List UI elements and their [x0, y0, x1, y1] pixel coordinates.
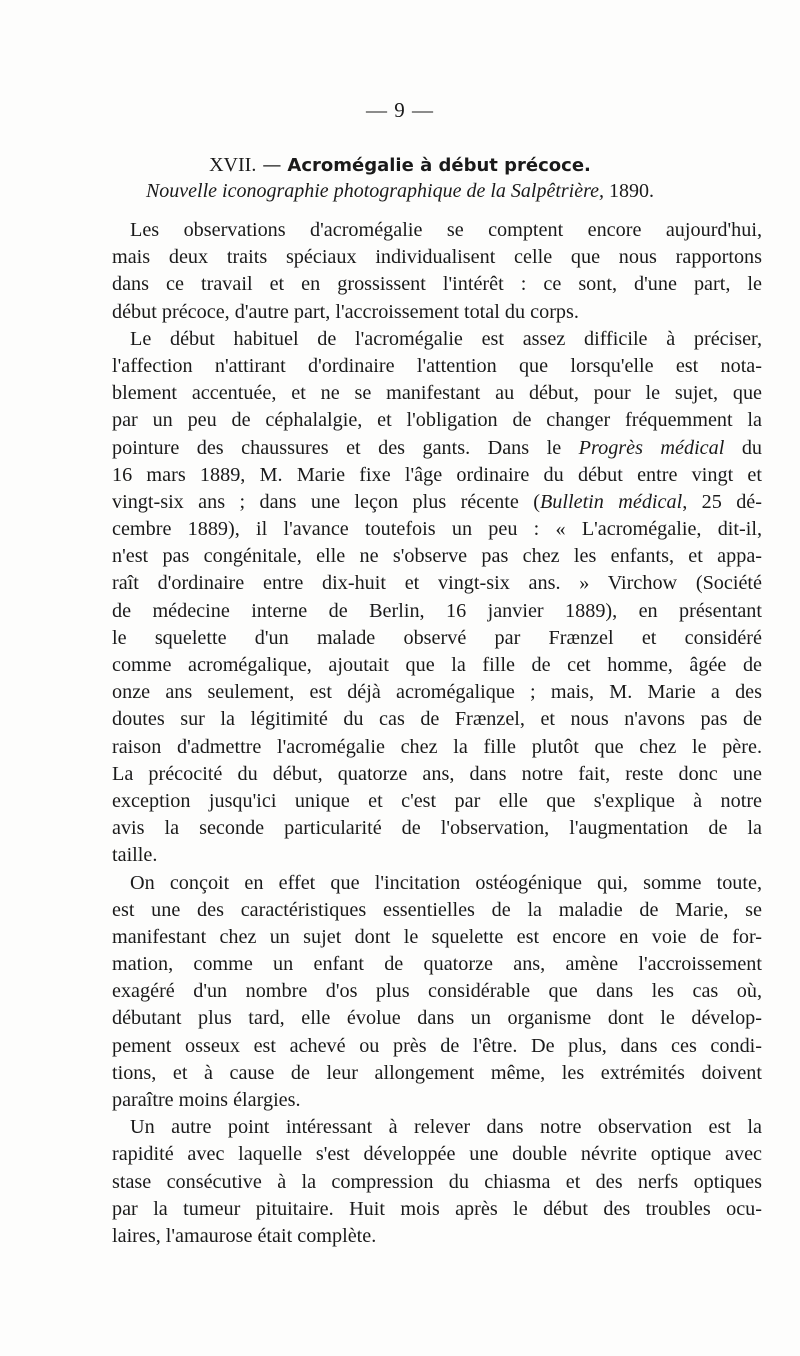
line-text: pointure des chaussures et des gants. Dans le: [112, 436, 579, 459]
paragraph-line: avis la seconde particularité de l'observation, l'augmentation de la: [112, 817, 762, 840]
paragraph-line: exagéré d'un nombre d'os plus considérable que dans les cas où,: [112, 980, 762, 1003]
paragraph-line: mais deux traits spéciaux individualisent celle que nous rapportons: [112, 246, 762, 269]
paragraph-line: onze ans seulement, est déjà acromégalique ; mais, M. Marie a des: [112, 681, 762, 704]
paragraph-line: de médecine interne de Berlin, 16 janvier 1889), en présentant: [112, 599, 762, 622]
paragraph-line: Un autre point intéressant à relever dans notre observation est la: [130, 1116, 762, 1139]
section-subtitle: [0, 178, 800, 204]
paragraph-line: Les observations d'acromégalie se comptent encore aujourd'hui,: [130, 219, 762, 241]
paragraph-line: début précoce, d'autre part, l'accroissement total du corps.: [112, 300, 579, 323]
section-title: Acromégalie à début précoce.: [287, 155, 591, 176]
paragraph-line: raît d'ordinaire entre dix-huit et vingt-six ans. » Virchow (Société: [112, 572, 762, 595]
paragraph-line: le squelette d'un malade observé par Frænzel et considéré: [112, 626, 762, 649]
subtitle-year: 1890.: [604, 180, 655, 202]
paragraph-line: Le début habituel de l'acromégalie est assez difficile à préciser,: [130, 327, 762, 350]
paragraph-line-mixed: [112, 489, 762, 516]
subtitle-source: Nouvelle iconographie photographique de la Salpêtrière,: [145, 180, 605, 202]
paragraph-line: taille.: [112, 844, 158, 867]
paragraph-line: raison d'admettre l'acromégalie chez la fille plutôt que chez le père.: [112, 735, 762, 758]
paragraph-line: laires, l'amaurose était complète.: [112, 1224, 377, 1247]
page-number: — 9 —: [366, 98, 434, 122]
paragraph-line: doutes sur la légitimité du cas de Frænzel, et nous n'avons pas de: [112, 708, 762, 731]
paragraph-line: On conçoit en effet que l'incitation ostéogénique qui, somme toute,: [130, 871, 762, 894]
journal-title-progres-medical: Progrès médical: [578, 436, 725, 459]
line-text-tail: du: [724, 436, 763, 459]
paragraph-line: cembre 1889), il l'avance toutefois un peu : « L'acromégalie, dit-il,: [112, 518, 762, 541]
paragraph-3: [112, 870, 762, 1115]
paragraph-line: tions, et à cause de leur allongement même, les extrémités doivent: [112, 1061, 762, 1084]
paragraph-line: l'affection n'attirant d'ordinaire l'attention que lorsqu'elle est nota-: [112, 354, 762, 377]
body-text: [112, 217, 762, 1250]
line-text-tail: , 25 dé-: [682, 490, 762, 513]
paragraph-line: exception jusqu'ici unique et c'est par elle que s'explique à notre: [112, 789, 762, 812]
paragraph-line: manifestant chez un sujet dont le squelette est encore en voie de for-: [112, 925, 762, 948]
paragraph-line: paraître moins élargies.: [112, 1089, 301, 1111]
paragraph-line: débutant plus tard, elle évolue dans un organisme dont le dévelop-: [112, 1007, 762, 1030]
paragraph-4: [112, 1114, 762, 1250]
paragraph-2: [112, 326, 762, 870]
paragraph-line: stase consécutive à la compression du chiasma et des nerfs optiques: [112, 1170, 762, 1193]
paragraph-line: n'est pas congénitale, elle ne s'observe pas chez les enfants, et appa-: [112, 545, 762, 568]
line-text: vingt-six ans ; dans une leçon plus récente (: [112, 490, 540, 513]
paragraph-line: blement accentuée, et ne se manifestant au début, pour le sujet, que: [112, 382, 762, 405]
paragraph-line: pement osseux est achevé ou près de l'être. De plus, dans ces condi-: [112, 1034, 762, 1057]
paragraph-line-mixed: [112, 435, 762, 462]
paragraph-line: La précocité du début, quatorze ans, dans notre fait, reste donc une: [112, 762, 762, 785]
paragraph-line: par la tumeur pituitaire. Huit mois après le début des troubles ocu-: [112, 1197, 762, 1220]
paragraph-line: comme acromégalique, ajoutait que la fille de cet homme, âgée de: [112, 654, 762, 676]
section-number: XVII.: [209, 154, 257, 176]
journal-title-bulletin-medical: Bulletin médical: [539, 490, 683, 513]
paragraph-1: [112, 217, 762, 326]
section-heading: [0, 152, 800, 179]
paragraph-line: 16 mars 1889, M. Marie fixe l'âge ordinaire du début entre vingt et: [112, 463, 762, 486]
paragraph-line: est une des caractéristiques essentielles de la maladie de Marie, se: [112, 898, 762, 921]
section-dash: —: [256, 154, 288, 176]
paragraph-line: rapidité avec laquelle s'est développée une double névrite optique avec: [112, 1143, 762, 1166]
paragraph-line: par un peu de céphalalgie, et l'obligation de changer fréquemment la: [112, 409, 762, 432]
paragraph-line: mation, comme un enfant de quatorze ans, amène l'accroissement: [112, 953, 762, 976]
paragraph-line: dans ce travail et en grossissent l'intérêt : ce sont, d'une part, le: [112, 273, 762, 296]
